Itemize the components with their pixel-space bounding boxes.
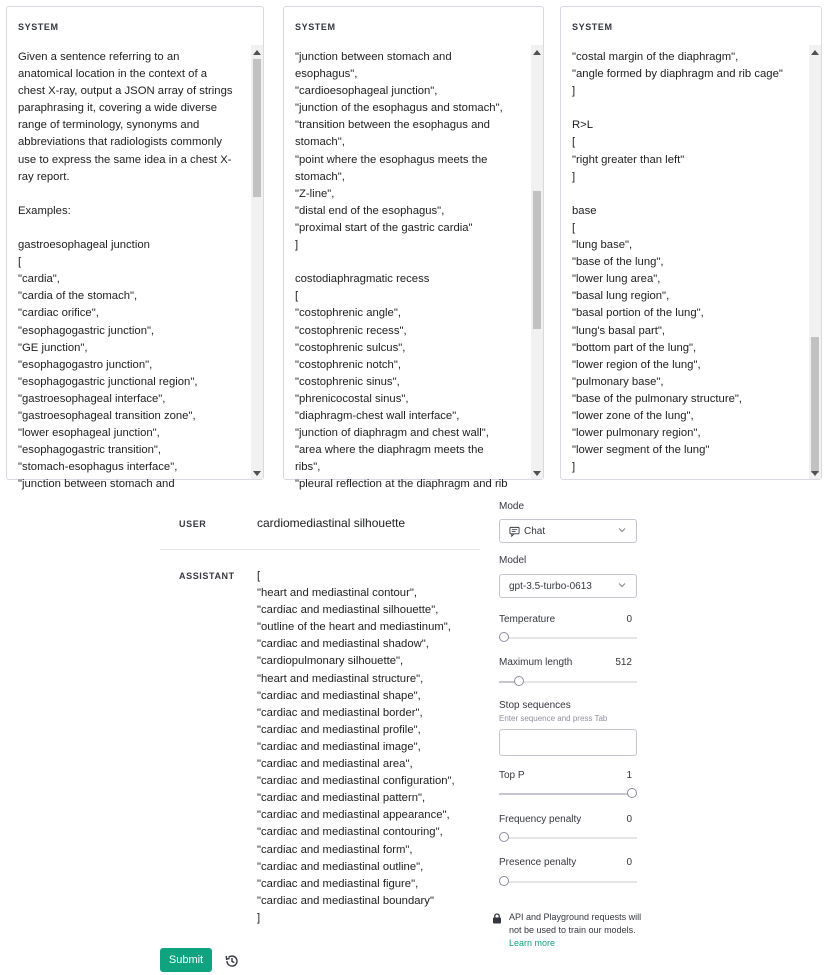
- chevron-down-icon: [617, 580, 627, 590]
- system-text[interactable]: "junction between stomach and esophagus", "cardioesophageal junction", "junction of the esophagus and stomach", "transition between the esophagus and stomach", "point where the esophagus meets the stomach", "Z-line", "distal end of the esophagus", "proximal start of the gastric cardia" ] costodiaphragmatic recess [ "costophrenic angle", "costophrenic recess", "costophrenic sulcus", "costophrenic notch", "costophrenic sinus", "phrenicocostal sinus", "diaphragm-chest wall interface", "junction of diaphragm and chest wall", "area where the diaphragm meets the ribs", "pleural reflection at the diaphragm and rib: [295, 51, 508, 491]
- system-panel-1: [6, 6, 264, 491]
- scrollbar[interactable]: [251, 45, 263, 479]
- scroll-down-icon[interactable]: [811, 471, 819, 476]
- scroll-thumb[interactable]: [811, 337, 819, 473]
- privacy-notice: [509, 911, 644, 950]
- mode-value: Chat: [524, 526, 546, 537]
- slider-track: [499, 637, 637, 639]
- lock-icon: [492, 913, 502, 924]
- system-label: SYSTEM: [572, 22, 613, 32]
- slider-track: [499, 837, 637, 839]
- system-text[interactable]: "costal margin of the diaphragm", "angle formed by diaphragm and rib cage" ] R>L [ "right greater than left" ] base [ "lung base", "base of the lung", "lower lung area", "basal lung region", "basal portion of the lung", "lung's basal part", "bottom part of the lung", "lower region of the lung", "pulmonary base", "base of the pulmonary structure", "lower zone of the lung", "lower pulmonary region", "lower segment of the lung" ]: [572, 51, 783, 474]
- scrollbar[interactable]: [809, 45, 821, 479]
- system-label: SYSTEM: [295, 22, 336, 32]
- chat-icon: [509, 526, 520, 537]
- stop-sequences-hint: Enter sequence and press Tab: [499, 714, 608, 723]
- stop-sequences-input[interactable]: [499, 729, 637, 756]
- model-value: gpt-3.5-turbo-0613: [509, 581, 592, 592]
- frequency-penalty-slider[interactable]: [499, 832, 637, 844]
- user-message[interactable]: cardiomediastinal silhouette: [257, 516, 406, 530]
- submit-button[interactable]: Submit: [160, 948, 212, 972]
- slider-handle[interactable]: [499, 832, 509, 842]
- frequency-penalty-value[interactable]: 0: [626, 814, 632, 825]
- scroll-up-icon[interactable]: [811, 50, 819, 55]
- temperature-label: Temperature: [499, 614, 556, 625]
- user-role-label: USER: [179, 519, 207, 529]
- max-length-label: Maximum length: [499, 657, 573, 668]
- system-text[interactable]: Given a sentence referring to an anatomical location in the context of a chest X-ray, output a JSON array of strings paraphrasing it, covering a wide diverse range of terminology, synonyms and abbreviations that radiologists commonly use to express the same idea in a chest X- ray report. Examples: gastroesophageal junction [ "cardia", "cardia of the stomach", "cardiac orifice", "esophagogastric junction", "GE junction", "esophagogastro junction", "esophagogastric junctional region", "gastroesophageal interface", "gastroesophageal transition zone", "lower esophageal junction", "esophagogastric transition", "stomach-esophagus interface", "junction between stomach and: [18, 51, 233, 491]
- slider-handle[interactable]: [499, 876, 509, 886]
- scroll-down-icon[interactable]: [253, 471, 261, 476]
- scroll-up-icon[interactable]: [253, 50, 261, 55]
- presence-penalty-label: Presence penalty: [499, 857, 577, 868]
- mode-select[interactable]: [499, 519, 637, 543]
- learn-more-link[interactable]: Learn more: [509, 938, 556, 948]
- scroll-down-icon[interactable]: [533, 471, 541, 476]
- slider-handle[interactable]: [627, 788, 637, 798]
- scrollbar[interactable]: [531, 45, 543, 479]
- system-panel-2: [283, 6, 544, 491]
- top-p-slider[interactable]: [499, 788, 637, 800]
- model-select[interactable]: [499, 574, 637, 598]
- frequency-penalty-label: Frequency penalty: [499, 814, 582, 825]
- presence-penalty-slider[interactable]: [499, 876, 637, 888]
- slider-handle[interactable]: [514, 676, 524, 686]
- history-icon[interactable]: [224, 953, 240, 969]
- chevron-down-icon: [617, 525, 627, 535]
- top-p-label: Top P: [499, 770, 525, 781]
- slider-fill: [499, 681, 516, 683]
- privacy-notice-text: API and Playground requests will not be used to train our models.: [509, 912, 642, 935]
- scroll-thumb[interactable]: [253, 59, 261, 197]
- temperature-value[interactable]: 0: [626, 614, 632, 625]
- max-length-slider[interactable]: [499, 676, 637, 688]
- top-p-value[interactable]: 1: [626, 770, 632, 781]
- slider-fill: [499, 793, 637, 795]
- system-label: SYSTEM: [18, 22, 59, 32]
- assistant-message[interactable]: [ "heart and mediastinal contour", "cardiac and mediastinal silhouette", "outline of the heart and mediastinum", "cardiac and mediastinal shadow", "cardiopulmonary silhouette", "heart and mediastinal structure", "cardiac and mediastinal shape", "cardiac and mediastinal border", "cardiac and mediastinal profile", "cardiac and mediastinal image", "cardiac and mediastinal area", "cardiac and mediastinal configuration", "cardiac and mediastinal pattern", "cardiac and mediastinal appearance", "cardiac and mediastinal contouring", "cardiac and mediastinal form", "cardiac and mediastinal outline", "cardiac and mediastinal figure", "cardiac and mediastinal boundary" ]: [257, 570, 455, 924]
- temperature-slider[interactable]: [499, 632, 637, 644]
- divider: [160, 549, 480, 550]
- stop-sequences-label: Stop sequences: [499, 700, 571, 711]
- scroll-thumb[interactable]: [533, 191, 541, 329]
- mode-label: Mode: [499, 501, 525, 512]
- presence-penalty-value[interactable]: 0: [626, 857, 632, 868]
- system-panel-3: [560, 6, 822, 480]
- assistant-role-label: ASSISTANT: [179, 571, 235, 581]
- max-length-value[interactable]: 512: [615, 657, 632, 668]
- slider-handle[interactable]: [499, 632, 509, 642]
- model-label: Model: [499, 555, 527, 566]
- slider-track: [499, 881, 637, 883]
- scroll-up-icon[interactable]: [533, 50, 541, 55]
